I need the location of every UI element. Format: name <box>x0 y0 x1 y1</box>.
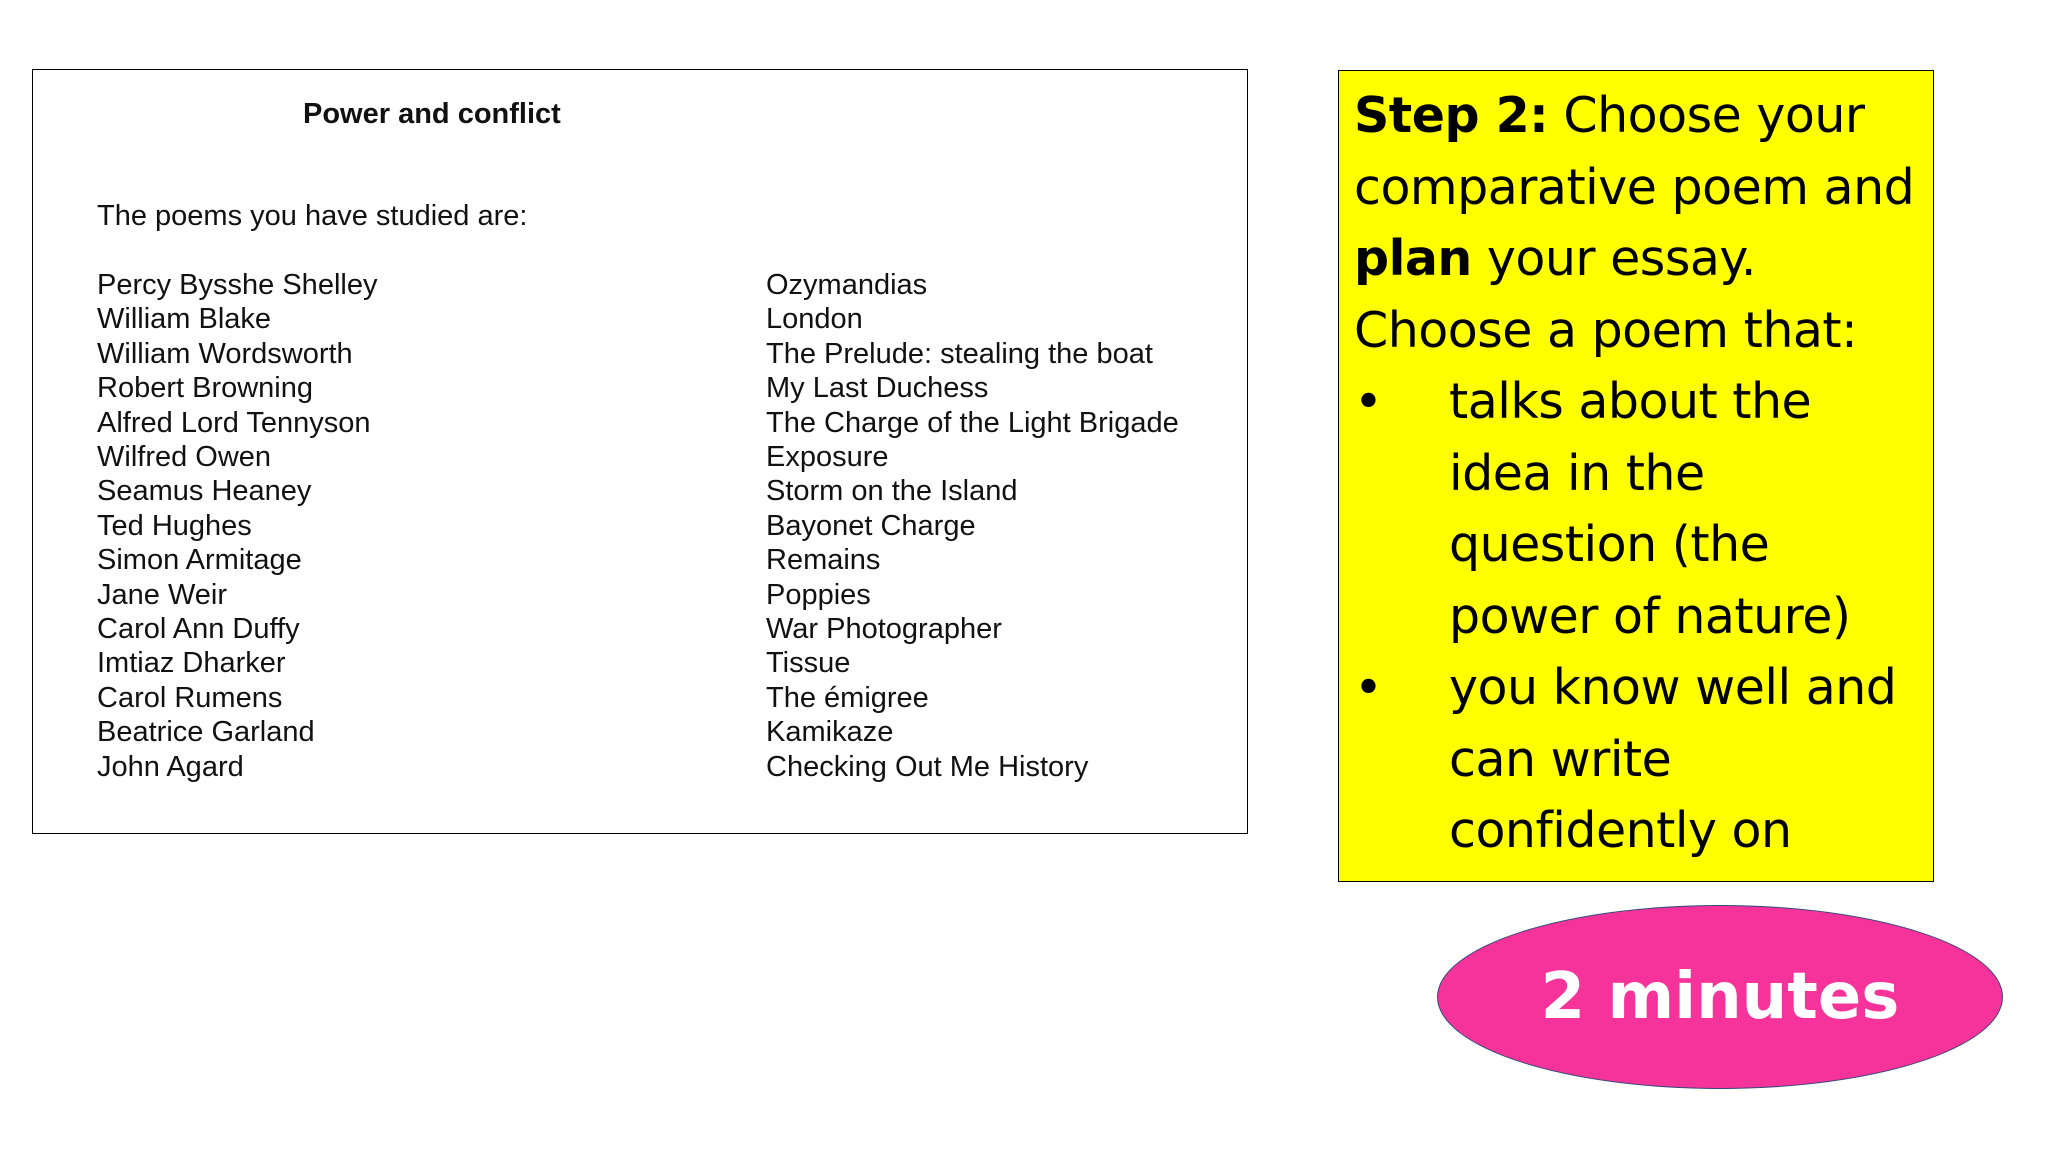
poem-title: The Prelude: stealing the boat <box>766 337 1153 370</box>
criteria-text: you know well and can write confidently on <box>1449 659 1897 859</box>
poet-name: Imtiaz Dharker <box>97 647 286 680</box>
panel-intro: The poems you have studied are: <box>97 200 528 232</box>
poem-list-panel <box>32 69 1248 834</box>
criteria-item <box>1354 366 1933 652</box>
criteria-list <box>1354 366 1933 867</box>
poet-list <box>97 268 377 784</box>
poem-title: Ozymandias <box>766 269 928 301</box>
poem-title-list <box>766 268 1179 784</box>
poem-title: Poppies <box>766 578 871 611</box>
criteria-item <box>1354 652 1933 867</box>
instruction-box <box>1338 70 1934 882</box>
poet-name: Carol Ann Duffy <box>97 613 300 646</box>
step-text: Choose your comparative poem and <box>1354 87 1915 216</box>
bullet-icon: • <box>1354 659 1383 716</box>
poet-name: Seamus Heaney <box>97 475 312 508</box>
bullet-icon: • <box>1354 373 1383 430</box>
poem-title: Storm on the Island <box>766 475 1018 508</box>
poet-name: Wilfred Owen <box>97 441 272 474</box>
timer-label: 2 minutes <box>1540 960 1900 1034</box>
poem-title: Remains <box>766 544 881 577</box>
poet-name: William Blake <box>97 303 272 336</box>
poem-title: The Charge of the Light Brigade <box>766 406 1179 439</box>
poet-name: Alfred Lord Tennyson <box>97 406 371 439</box>
timer-badge <box>1437 905 2003 1089</box>
poem-title: My Last Duchess <box>766 372 989 405</box>
step-text: your essay. <box>1471 230 1756 287</box>
poet-name: Simon Armitage <box>97 544 302 577</box>
poem-title: London <box>766 303 863 336</box>
poem-title: Bayonet Charge <box>766 509 976 542</box>
poem-title: Kamikaze <box>766 716 894 749</box>
criteria-text: talks about the idea in the question (the power of nature) <box>1449 373 1851 645</box>
choose-line: Choose a poem that: <box>1354 301 1858 359</box>
poet-name: William Wordsworth <box>97 337 353 370</box>
poem-title: The émigree <box>766 681 929 714</box>
poet-name: Carol Rumens <box>97 681 283 714</box>
plan-word: plan <box>1354 230 1472 287</box>
poet-name: Robert Browning <box>97 372 313 405</box>
poet-name: Beatrice Garland <box>97 716 315 749</box>
step-label: Step 2: <box>1354 87 1549 144</box>
poem-title: War Photographer <box>766 613 1002 646</box>
panel-title: Power and conflict <box>303 98 561 130</box>
poet-name: Ted Hughes <box>97 509 252 542</box>
step-instruction <box>1354 80 1933 295</box>
poem-title: Checking Out Me History <box>766 750 1089 783</box>
poet-name: Jane Weir <box>97 578 228 611</box>
poet-name: John Agard <box>97 750 244 783</box>
poet-name: Percy Bysshe Shelley <box>97 269 378 301</box>
poem-title: Tissue <box>766 647 851 680</box>
poem-title: Exposure <box>766 441 889 474</box>
